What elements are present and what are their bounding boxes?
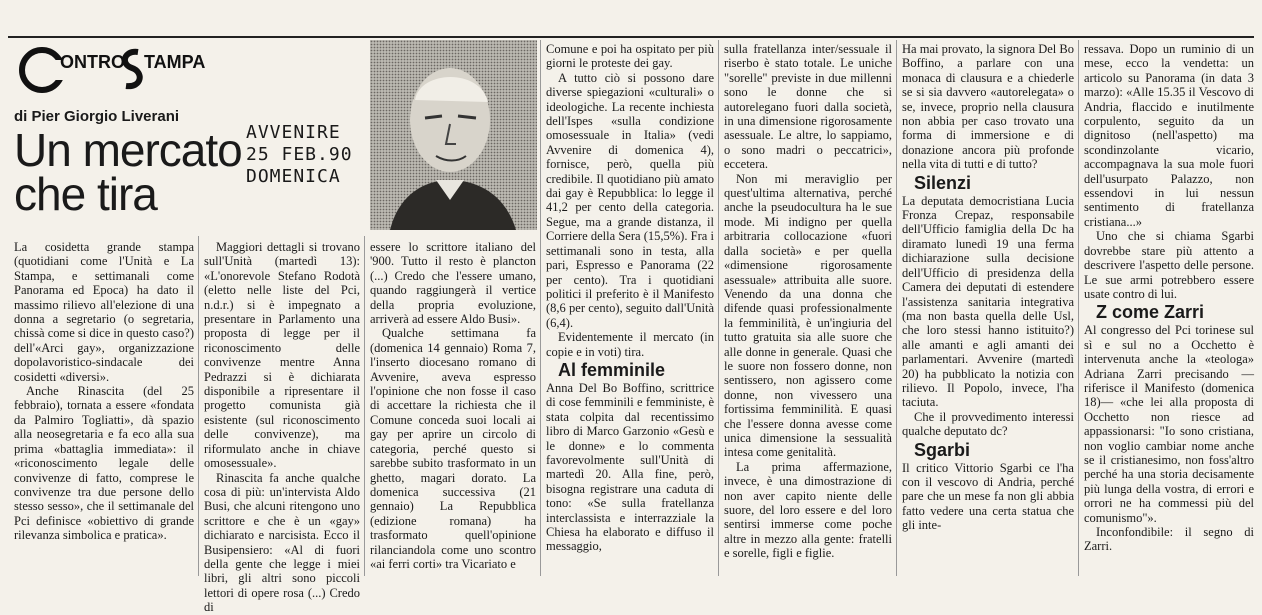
- paragraph: Inconfondibile: il segno di Zarri.: [1084, 525, 1254, 554]
- subheading-al-femminile: Al femminile: [558, 359, 666, 380]
- paragraph: A tutto ciò si possono dare diverse spiegazioni «culturali» o ideologiche. La recente inchiesta dell'Ispes «sulla condizione omosessuale in Italia» (vedi Avvenire di domenica 4), fornisce, però, quella più credibile. Il quotidiano più amato dai gay è Repubblica: lo legge il 41,2 per cento della categoria. Segue, ma a grande distanza, il Corriere della Sera (15,5%). Fra i settimanali sono in testa, alla pari, Espresso e Panorama (22 per cento). Tra i quotidiani politici il preferito è il Manifesto (8,6 per cento), seguito dall'Unità (6,4).: [546, 70, 714, 330]
- paragraph: Il critico Vittorio Sgarbi ce l'ha con il vescovo di Andria, perché pare che un mese fa non gli abbia fatto vedere una certa statua che gli inte-: [902, 460, 1074, 533]
- paragraph: Ha mai provato, la signora Del Bo Boffino, a parlare con una monaca di clausura e a chiederle se si sia davvero «autorelegata» o se, invece, proprio nella clausura non abbia per caso trovato una forma di immersione e di donazione ancora più profonde nella vita di tutti e di tutto?: [902, 42, 1074, 172]
- dateline-source: AVVENIRE: [246, 122, 341, 143]
- column-6: [902, 42, 1074, 578]
- column-2: [204, 240, 360, 615]
- headline-line-2: che tira: [14, 168, 157, 220]
- paragraph: La cosidetta grande stampa (quotidiani come l'Unità e La Stampa, e settimanali come Panorama ed Epoca) ha dato il massimo rilievo all'elezione di una donna a segretario (o segretaria, chissà come si dice in questo caso?) dell'«Arci gay», organizzazione dopolavoristico-sindacale dei cosidetti «diversi».: [14, 240, 194, 384]
- contro-stampa-logo: [20, 40, 210, 100]
- column-1: [14, 240, 194, 578]
- column-3: [370, 240, 536, 578]
- paragraph: Che il provvedimento interessi qualche deputato dc?: [902, 409, 1074, 439]
- svg-text:TAMPA: TAMPA: [144, 52, 206, 72]
- column-divider: [718, 40, 719, 576]
- column-divider: [896, 40, 897, 576]
- paragraph: Anche Rinascita (del 25 febbraio), tornata a essere «fondata da Palmiro Togliatti», dà spazio alla neosegretaria e fa eco alla sua prima «battaglia immediata»: il «riconoscimento legale delle convivenze di fatto, comprese le convivenze tra due persone dello stesso sesso», che il settimanale del Pci definisce «obiettivo di grande rilevanza simbolica e pratica».: [14, 384, 194, 543]
- column-divider: [540, 40, 541, 576]
- top-rule: [8, 36, 1254, 38]
- paragraph: Evidentemente il mercato (in copie e in voti) tira.: [546, 330, 714, 359]
- paragraph: Qualche settimana fa (domenica 14 gennaio) Roma 7, l'inserto diocesano romano di Avvenire, aveva espresso l'opinione che non fosse il caso di accettare la richiesta che il Comune conceda suoi locali ai gay per aprire un circolo di categoria, perché questo si sarebbe subito trasformato in un ghetto, magari dorato. La domenica successiva (21 gennaio) La Repubblica (edizione romana) ha trasformato quell'opinione rilanciandola come uno scontro «ai ferri corti» tra Vicariato e: [370, 326, 536, 571]
- headline: [14, 124, 254, 220]
- dateline: [246, 122, 353, 188]
- byline: di Pier Giorgio Liverani: [14, 108, 180, 125]
- column-divider: [364, 236, 365, 576]
- subheading-z-come-zarri: Z come Zarri: [1096, 302, 1205, 323]
- paragraph: sulla fratellanza inter/sessuale il riserbo è stato totale. Le uniche "sorelle" previste in due millenni sono le donne che si autorelegano fuori dalla società, in una dimensione rigorosamente asessuale. Le altre, lo sappiamo, o sono madri o peccatrici», eccetera.: [724, 42, 892, 172]
- paragraph: La prima affermazione, invece, è una dimostrazione di non aver capito niente delle suore, del loro essere e del loro sentirsi immerse come poche altre in mezzo alla gente: fratelli e sorelle, figli e figlie.: [724, 459, 892, 561]
- paragraph: essere lo scrittore italiano del '900. Tutto il resto è plancton (...) Credo che l'essere umano, quando raggiungerà il vertice della propria evoluzione, arriverà ad essere Aldo Busi».: [370, 240, 536, 327]
- svg-text:ONTRO: ONTRO: [60, 52, 125, 72]
- dateline-day: DOMENICA: [246, 166, 341, 187]
- column-5: [724, 42, 892, 578]
- paragraph: Non mi meraviglio per quest'ultima alternativa, perché anche la pseudocultura ha le sue mode. Mi indigno per quella arbitraria collocazione «fuori dalla società» e per quella «dimensione rigorosamente asessuale» attribuita alle suore. Venendo da una donna che difende quasi professionalmente la femminilità, è un'ingiuria del tutto gratuita sia alle suore che alle donne in generale. Quasi che le suore non fossero donne, non sentissero, non agissero come donne, non vivessero una fortissima femminilità. E quasi che l'essere donna avesse come unica dimensione la sessualità intesa come genitalità.: [724, 171, 892, 460]
- column-divider: [198, 236, 199, 576]
- paragraph: Anna Del Bo Boffino, scrittrice di cose femminili e femministe, è stata colpita dal recentissimo libro di Marco Garzonio «Gesù e le donne» e lo commenta favorevolmente sull'Unità di martedì 20. Alla fine, però, bisogna registrare una caduta di tono: «Se sulla fratellanza interclassista e interrazziale la Chiesa ha elaborato e diffuso il messaggio,: [546, 380, 714, 554]
- subheading-silenzi: Silenzi: [914, 172, 972, 193]
- paragraph: Comune e poi ha ospitato per più giorni le proteste dei gay.: [546, 42, 714, 71]
- paragraph: Uno che si chiama Sgarbi dovrebbe stare più attento a descrivere l'aspetto delle persone. Le sue armi potrebbero essere usate contro di lui.: [1084, 229, 1254, 301]
- paragraph: La deputata democristiana Lucia Fronza Crepaz, responsabile dell'Ufficio famiglia della Dc ha diramato lunedì 19 una ferma dichiarazione sulla decisione dell'Ufficio di presidenza della Camera dei deputati di estendere l'assistenza sanitaria integrativa (ma non basta quella delle Usl, che loro stessi hanno istituito?) alle amanti e agli amanti dei parlamentari. Avvenire (martedì 20) ha pubblicato la notizia con rilievo. Il Popolo, invece, l'ha taciuta.: [902, 193, 1074, 410]
- subheading-sgarbi: Sgarbi: [914, 439, 971, 460]
- column-4: [546, 42, 714, 578]
- column-divider: [1078, 40, 1079, 576]
- paragraph: Al congresso del Pci torinese sul sì e sul no a Occhetto è intervenuta anche la «teologa» Adriana Zarri precisando —riferisce il Manifesto (domenica 18)— «che lei alla proposta di Occhetto non riesce ad appassionarsi: "Io sono cristiana, non voglio cambiar nome anche se il cristianesimo, non foss'altro perché ha una storia decisamente più lunga della vostra, di errori e orrori ne ha commessi più del comunismo"».: [1084, 323, 1254, 525]
- author-photo: [370, 40, 537, 230]
- paragraph: Rinascita fa anche qualche cosa di più: un'intervista Aldo Busi, che alcuni ritengono uno scrittore e che è un «gay» dichiarato e narcisista. Ecco il Busipensiero: «Al di fuori della gente che legge i miei libri, gli altri sono piccoli lettori di opere rosa (...) Credo di: [204, 470, 360, 615]
- column-7: [1084, 42, 1254, 578]
- paragraph: Maggiori dettagli si trovano sull'Unità (martedì 13): «L'onorevole Stefano Rodotà (eletto nelle liste del Pci, n.d.r.) si è impegnato a presentare in Parlamento una proposta di legge per il riconoscimento delle convivenze mentre Anna Pedrazzi si è dichiarata disponibile a ripresentare il progetto comunista già esistente (sul riconoscimento delle convivenze), ma riformulato anche in chiave omosessuale».: [204, 240, 360, 471]
- paragraph: ressava. Dopo un ruminio di un mese, ecco la vendetta: un articolo su Panorama (in data 3 marzo): «Alle 15.35 il Vescovo di Andria, flaccido e inutilmente corpulento, seguito da un dignitoso (nell'aspetto) ma scondinzolante vicario, accompagnava la sua mole fuori dell'usurpato Palazzo, non essendovi in lui nessun sentimento di fratellanza cristiana...»: [1084, 42, 1254, 229]
- dateline-date: 25 FEB.90: [246, 144, 353, 165]
- headline-line-1: Un mercato: [14, 124, 242, 176]
